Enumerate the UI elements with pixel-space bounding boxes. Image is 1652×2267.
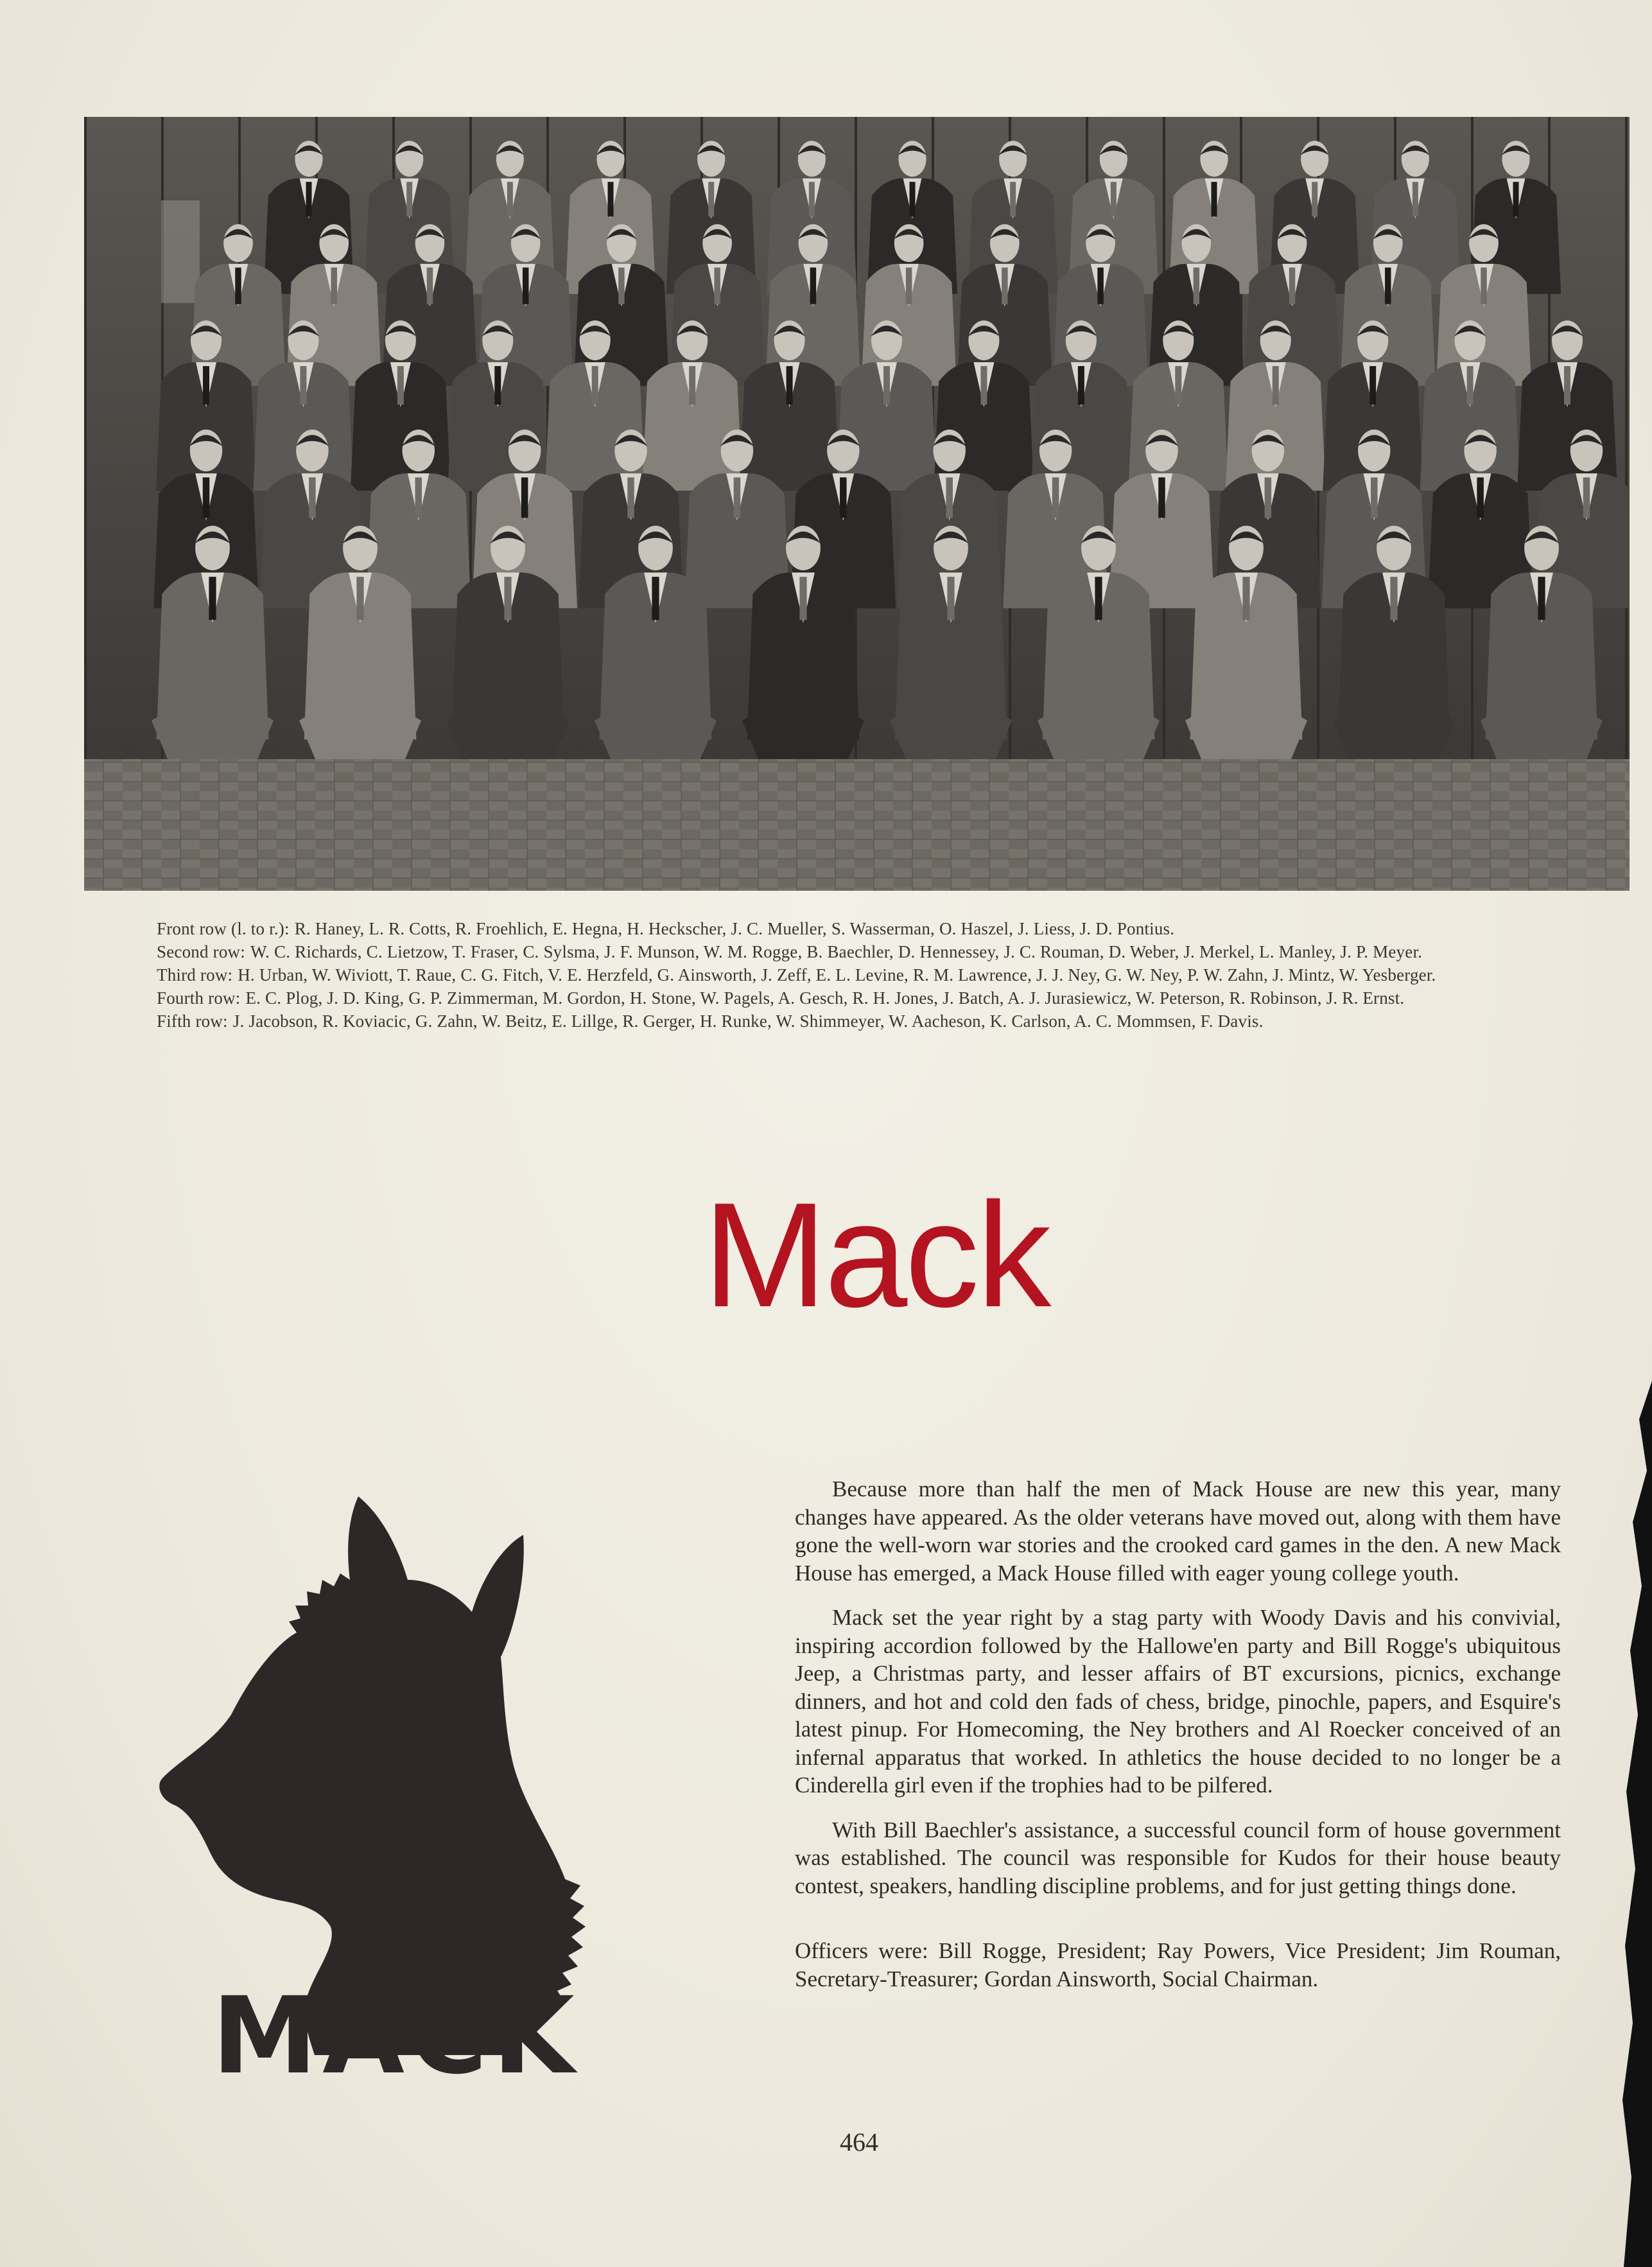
- body-paragraph: Mack set the year right by a stag party with Woody Davis and his convivial, inspiring accordion followed by the Hallowe'en party and Bill Rogge's ubiquitous Jeep, a Christmas party, and lesser affairs of BT excursions, picnics, exchange dinners, and hot and cold den fads of chess, bridge, pinochle, papers, and Esquire's latest pinup. For Homecoming, the Ney brothers and Al Roecker conceived of an infernal apparatus that worked. In athletics the house decided to no longer be a Cinderella girl even if the trophies had to be pilfered.: [795, 1605, 1561, 1798]
- caption-row-label: Third row:: [157, 965, 233, 985]
- caption-row-names: R. Haney, L. R. Cotts, R. Froehlich, E. Hegna, H. Heckscher, J. C. Mueller, S. Wasserman, O. Haszel, J. Liess, J. D. Pontius.: [294, 919, 1175, 938]
- page-number: 464: [840, 2128, 878, 2157]
- caption-second-row: [157, 940, 1563, 963]
- article-body: [795, 1475, 1561, 2009]
- caption-row-names: H. Urban, W. Wiviott, T. Raue, C. G. Fitch, V. E. Herzfeld, G. Ainsworth, J. Zeff, E. L. Levine, R. M. Lawrence, J. J. Ney, G. W. Ney, P. W. Zahn, J. Mintz, W. Yesberger.: [238, 965, 1436, 985]
- officers-paragraph: Officers were: Bill Rogge, President; Ray Powers, Vice President; Jim Rouman, Secretary-Treasurer; Gordan Ainsworth, Social Chairman.: [795, 1938, 1561, 1991]
- caption-row-names: E. C. Plog, J. D. King, G. P. Zimmerman, M. Gordon, H. Stone, W. Pagels, A. Gesch, R. H. Jones, J. Batch, A. J. Jurasiewicz, W. Peterson, R. Robinson, J. R. Ernst.: [245, 988, 1405, 1008]
- body-paragraph: Because more than half the men of Mack House are new this year, many changes have appeared. As the older veterans have moved out, along with them have gone the well-worn war stories and the crooked card games in the den. A new Mack House has emerged, a Mack House filled with eager young college youth.: [795, 1476, 1561, 1586]
- caption-third-row: [157, 963, 1563, 986]
- group-photo-image: [84, 117, 1630, 891]
- caption-row-label: Front row (l. to r.):: [157, 919, 290, 938]
- page-title: Mack: [703, 1172, 1049, 1338]
- group-photo: [84, 117, 1630, 891]
- emblem-word: MACK: [212, 1974, 580, 2097]
- body-paragraph: With Bill Baechler's assistance, a successful council form of house government was established. The council was responsible for Kudos for their house beauty contest, speakers, handling discipline problems, and for just getting things done.: [795, 1817, 1561, 1898]
- caption-fifth-row: [157, 1010, 1563, 1033]
- photo-caption: [157, 917, 1563, 1033]
- caption-row-label: Fifth row:: [157, 1011, 228, 1031]
- caption-row-names: J. Jacobson, R. Koviacic, G. Zahn, W. Beitz, E. Lillge, R. Gerger, H. Runke, W. Shimmeyer, W. Aacheson, K. Carlson, A. C. Mommsen, F. Davis.: [232, 1011, 1264, 1031]
- caption-fourth-row: [157, 986, 1563, 1010]
- caption-front-row: [157, 917, 1563, 940]
- caption-row-label: Fourth row:: [157, 988, 241, 1008]
- caption-row-names: W. C. Richards, C. Lietzow, T. Fraser, C. Sylsma, J. F. Munson, W. M. Rogge, B. Baechler, D. Hennessey, J. C. Rouman, D. Weber, J. Merkel, L. Manley, J. P. Meyer.: [250, 942, 1423, 961]
- torn-page-edge: [1613, 1381, 1652, 2267]
- caption-row-label: Second row:: [157, 942, 245, 961]
